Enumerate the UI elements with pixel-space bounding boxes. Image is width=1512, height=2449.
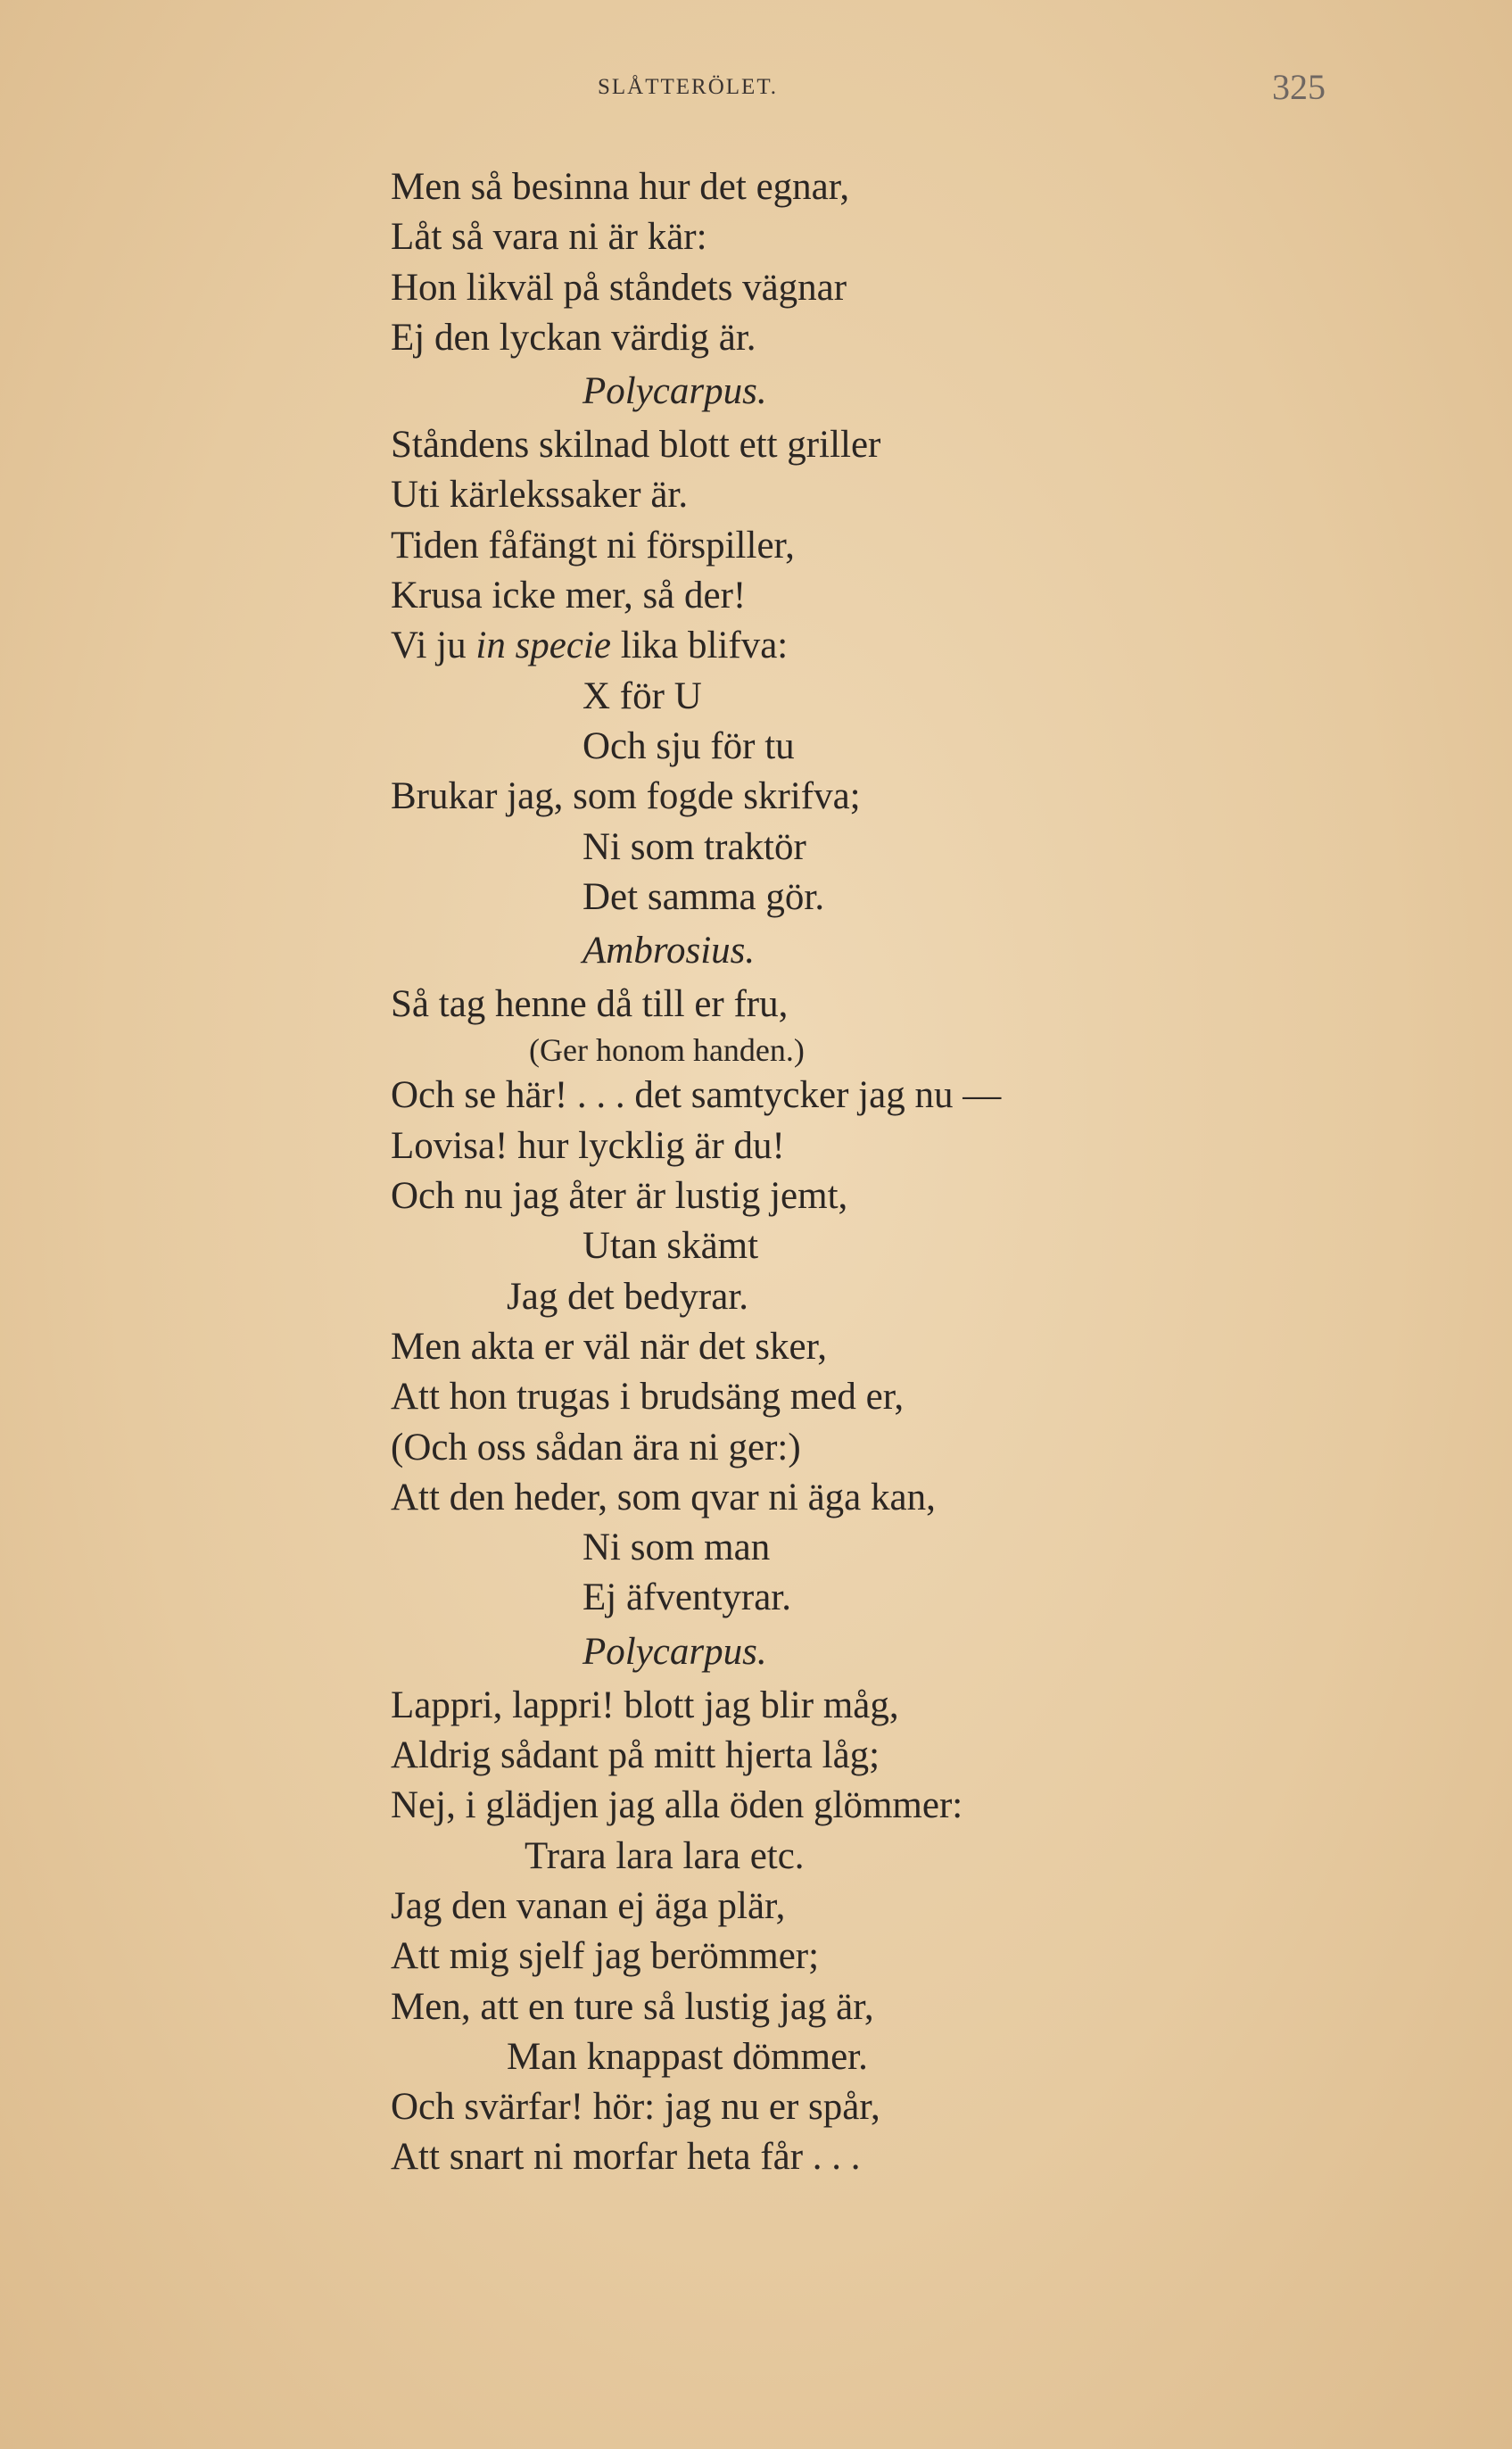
- poem-text: [391, 162, 1417, 2183]
- verse-line: Jag den vanan ej äga plär,: [391, 1884, 786, 1927]
- verse-line: Och nu jag åter är lustig jemt,: [391, 1175, 848, 1218]
- verse-line: Lovisa! hur lycklig är du!: [391, 1124, 785, 1167]
- speaker-name: Ambrosius.: [582, 930, 756, 972]
- verse-line: Trara lara lara etc.: [525, 1834, 805, 1877]
- verse-text: lika blifva:: [611, 625, 789, 667]
- verse-line: Ej den lyckan värdig är.: [391, 316, 756, 359]
- verse-line: Att snart ni morfar heta får . . .: [391, 2136, 861, 2179]
- verse-line: Att den heder, som qvar ni äga kan,: [391, 1476, 936, 1518]
- verse-line: Brukar jag, som fogde skrifva;: [391, 775, 861, 818]
- verse-line: Och sju för tu: [582, 724, 795, 767]
- verse-text: Vi ju: [391, 625, 476, 667]
- latin-phrase: in specie: [475, 625, 612, 667]
- stage-direction: (Ger honom handen.): [529, 1032, 805, 1069]
- verse-line: Ni som man: [582, 1526, 771, 1569]
- verse-line: Men akta er väl när det sker,: [391, 1325, 827, 1368]
- verse-line: Krusa icke mer, så der!: [391, 575, 747, 617]
- verse-line: Att mig sjelf jag berömmer;: [391, 1935, 820, 1978]
- verse-line: (Och oss sådan ära ni ger:): [391, 1426, 801, 1469]
- verse-line: Ståndens skilnad blott ett griller: [391, 424, 881, 467]
- verse-line: Det samma gör.: [582, 875, 825, 918]
- page-number: 325: [1272, 67, 1326, 107]
- speaker-name: Polycarpus.: [582, 1630, 767, 1673]
- verse-line: Ni som traktör: [582, 825, 806, 868]
- verse-line: Tiden fåfängt ni förspiller,: [391, 524, 795, 567]
- verse-line: Låt så vara ni är kär:: [391, 216, 707, 259]
- verse-line: Och se här! . . . det samtycker jag nu —: [391, 1074, 1002, 1117]
- verse-line: Man knappast dömmer.: [507, 2035, 868, 2078]
- verse-line: Att hon trugas i brudsäng med er,: [391, 1376, 905, 1419]
- verse-line: Nej, i glädjen jag alla öden glömmer:: [391, 1784, 963, 1827]
- speaker-name: Polycarpus.: [582, 370, 767, 413]
- verse-line: X för U: [582, 674, 702, 717]
- verse-line: Lappri, lappri! blott jag blir måg,: [391, 1684, 899, 1726]
- verse-line: Och svärfar! hör: jag nu er spår,: [391, 2086, 880, 2129]
- verse-line: Men, att en ture så lustig jag är,: [391, 1985, 874, 2028]
- verse-line: Jag det bedyrar.: [507, 1275, 749, 1318]
- verse-line: Så tag henne då till er fru,: [391, 983, 789, 1026]
- verse-line: Ej äfventyrar.: [582, 1576, 792, 1619]
- verse-line: Uti kärlekssaker är.: [391, 474, 689, 517]
- verse-line: Aldrig sådant på mitt hjerta låg;: [391, 1734, 880, 1777]
- verse-line: Hon likväl på ståndets vägnar: [391, 266, 847, 309]
- verse-line: [391, 621, 1417, 671]
- verse-line: Utan skämt: [582, 1225, 759, 1268]
- running-title: SLÅTTERÖLET.: [598, 75, 778, 99]
- verse-line: Men så besinna hur det egnar,: [391, 166, 850, 208]
